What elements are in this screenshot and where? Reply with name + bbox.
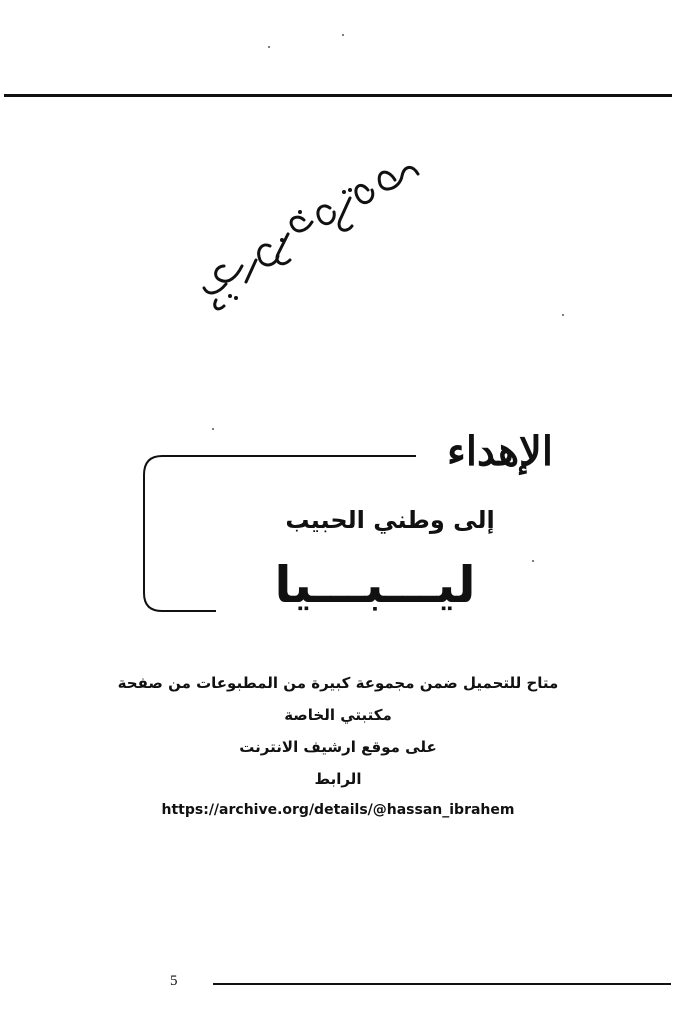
bottom-rule xyxy=(213,983,671,985)
scan-speck xyxy=(562,314,564,316)
download-note-line: متاح للتحميل ضمن مجموعة كبيرة من المطبوعات من صفحة xyxy=(117,674,559,692)
scan-speck xyxy=(212,428,214,430)
archive-link[interactable]: https://archive.org/details/@hassan_ibrahem xyxy=(161,802,515,818)
handwritten-signature xyxy=(190,150,430,320)
download-note-line: الرابط xyxy=(314,770,362,788)
top-rule xyxy=(4,94,672,97)
dedication-title: الإهداء xyxy=(447,428,553,475)
page-number: 5 xyxy=(170,973,178,989)
dedication-line: إلى وطني الحبيب xyxy=(285,506,495,534)
scan-speck xyxy=(342,34,344,36)
download-note-line: مكتبتي الخاصة xyxy=(284,706,392,724)
scan-speck xyxy=(268,46,270,48)
scan-speck xyxy=(532,560,534,562)
country-name: ليـــبـــيا xyxy=(274,556,476,614)
download-note-line: على موقع ارشيف الانترنت xyxy=(239,738,437,756)
